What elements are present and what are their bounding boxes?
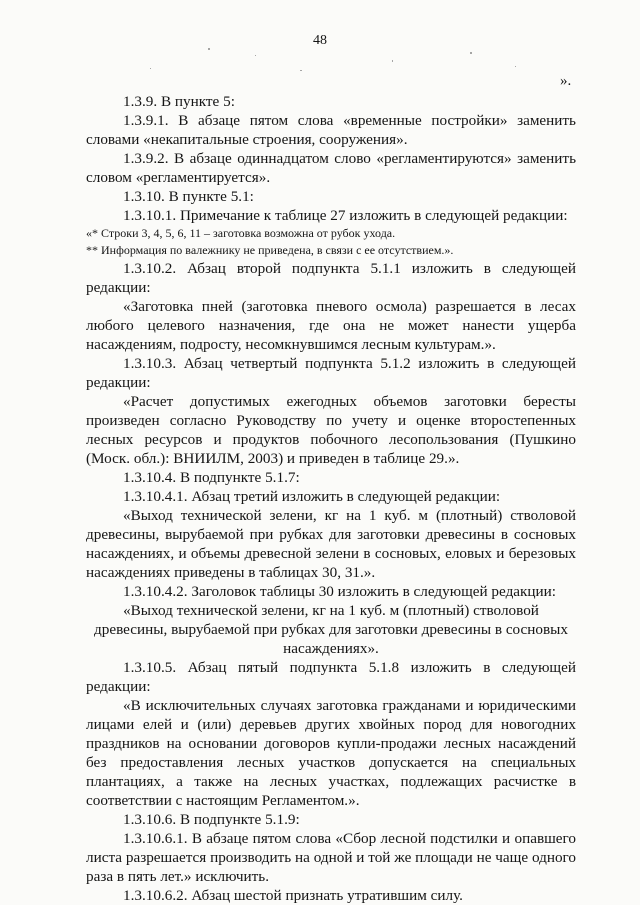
page-number: 48 bbox=[313, 33, 327, 48]
paragraph: 1.3.10.5. Абзац пятый подпункта 5.1.8 изложить в следующей редакции: bbox=[86, 659, 576, 695]
paragraph: 1.3.9. В пункте 5: bbox=[123, 93, 235, 110]
paragraph: 1.3.10.1. Примечание к таблице 27 изложить в следующей редакции: bbox=[123, 207, 568, 224]
scan-speck bbox=[255, 55, 256, 56]
closing-quote: ». bbox=[560, 73, 572, 89]
paragraph: 1.3.10.6. В подпункте 5.1.9: bbox=[123, 811, 300, 828]
note-line: ** Информация по валежнику не приведена, в связи с ее отсутствием.». bbox=[86, 243, 454, 257]
scan-speck bbox=[515, 66, 516, 67]
scan-speck bbox=[392, 60, 393, 62]
document-body bbox=[86, 92, 576, 905]
scan-speck bbox=[470, 52, 472, 54]
scan-speck bbox=[300, 70, 302, 71]
paragraph: 1.3.9.2. В абзаце одиннадцатом слово «регламентируются» заменить словом «регламентируется». bbox=[86, 150, 576, 186]
paragraph: 1.3.10. В пункте 5.1: bbox=[123, 188, 254, 205]
paragraph: 1.3.10.4.1. Абзац третий изложить в следующей редакции: bbox=[123, 488, 501, 505]
table-title-quote: «Выход технической зелени, кг на 1 куб. м (плотный) стволовой древесины, вырубаемой при рубках для заготовки древесины в сосновых насаждениях». bbox=[94, 602, 568, 657]
quoted-paragraph: «Заготовка пней (заготовка пневого осмола) разрешается в лесах любого целевого назначения, где она не может нанести ущерба насаждениям, подросту, несомкнувшимся лесным культурам.». bbox=[86, 298, 576, 353]
paragraph: 1.3.10.6.1. В абзаце пятом слова «Сбор лесной подстилки и опавшего листа разрешается производить на одной и той же площади не чаще одного раза в пять лет.» исключить. bbox=[86, 830, 576, 885]
paragraph: 1.3.10.4. В подпункте 5.1.7: bbox=[123, 469, 300, 486]
paragraph: 1.3.9.1. В абзаце пятом слова «временные постройки» заменить словами «некапитальные строения, сооружения». bbox=[86, 112, 576, 148]
paragraph: 1.3.10.6.2. Абзац шестой признать утратившим силу. bbox=[123, 887, 463, 904]
note-line: «* Строки 3, 4, 5, 6, 11 – заготовка возможна от рубок ухода. bbox=[86, 226, 396, 240]
paragraph: 1.3.10.2. Абзац второй подпункта 5.1.1 изложить в следующей редакции: bbox=[86, 260, 576, 296]
paragraph: 1.3.10.3. Абзац четвертый подпункта 5.1.2 изложить в следующей редакции: bbox=[86, 355, 576, 391]
quoted-paragraph: «Расчет допустимых ежегодных объемов заготовки бересты произведен согласно Руководству по учету и оценке второстепенных лесных ресурсов и продуктов побочного лесопользования (Пушкино (Моск. обл.): ВНИИЛМ, 2003) и приведен в таблице 29.». bbox=[86, 393, 576, 467]
quoted-paragraph: «В исключительных случаях заготовка гражданами и юридическими лицами елей и (или) деревьев других хвойных пород для новогодних праздников на основании договоров купли-продажи лесных насаждений без предоставления лесных участков допускается на специальных плантациях, а также на лесных участках, подлежащих расчистке в соответствии с настоящим Регламентом.». bbox=[86, 697, 576, 809]
quoted-paragraph: «Выход технической зелени, кг на 1 куб. м (плотный) стволовой древесины, вырубаемой при рубках для заготовки древесины в сосновых насаждениях, и объемы древесной зелени в сосновых, еловых и березовых насаждениях приведены в таблицах 30, 31.». bbox=[86, 507, 576, 581]
paragraph: 1.3.10.4.2. Заголовок таблицы 30 изложить в следующей редакции: bbox=[123, 583, 557, 600]
scan-speck bbox=[150, 68, 151, 69]
